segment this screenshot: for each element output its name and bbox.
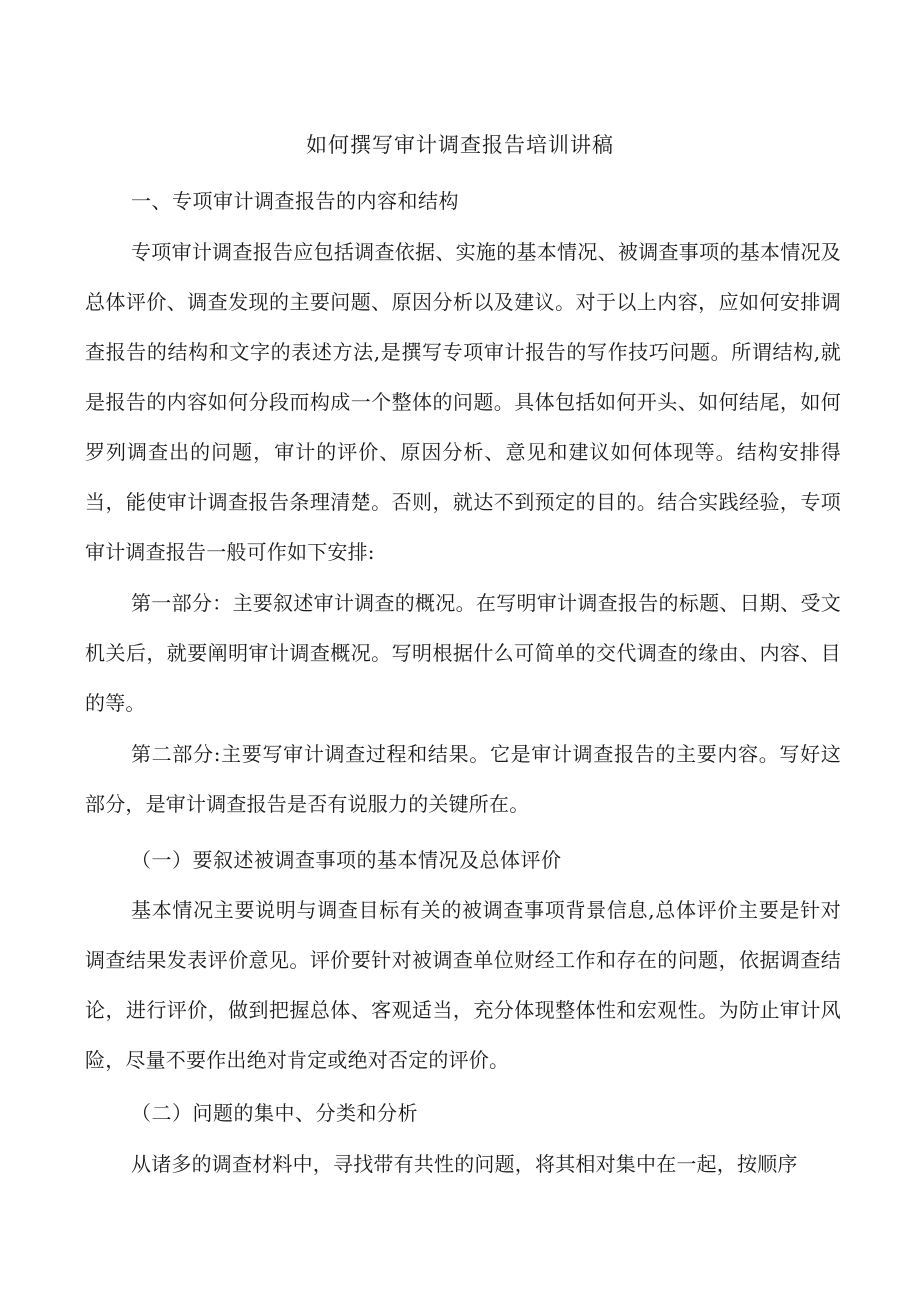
- section-heading-1: 一、专项审计调查报告的内容和结构: [131, 189, 459, 213]
- paragraph-1: 专项审计调查报告应包括调查依据、实施的基本情况、被调查事项的基本情况及总体评价、调查发现的主要问题、原因分析以及建议。对于以上内容，应如何安排调查报告的结构和文字的表述方法,是撰写专项审计报告的写作技巧问题。所谓结构,就是报告的内容如何分段而构成一个整体的问题。具体包括如何开头、如何结尾，如何罗列调查出的问题，审计的评价、原因分析、意见和建议如何体现等。结构安排得当，能使审计调查报告条理清楚。否则，就达不到预定的目的。结合实践经验，专项审计调查报告一般可作如下安排:: [85, 240, 841, 564]
- paragraph-5: 从诸多的调查材料中，寻找带有共性的问题，将其相对集中在一起，按顺序: [131, 1152, 798, 1176]
- subsection-heading-1: （一）要叙述被调查事项的基本情况及总体评价: [131, 848, 562, 872]
- paragraph-3: 第二部分:主要写审计调查过程和结果。它是审计调查报告的主要内容。写好这部分，是审计调查报告是否有说服力的关键所在。: [85, 742, 841, 816]
- document-title: 如何撰写审计调查报告培训讲稿: [306, 133, 614, 157]
- paragraph-2: 第一部分：主要叙述审计调查的概况。在写明审计调查报告的标题、日期、受文机关后，就要阐明审计调查概况。写明根据什么可简单的交代调查的缘由、内容、目的等。: [85, 591, 841, 715]
- subsection-heading-2: （二）问题的集中、分类和分析: [131, 1101, 418, 1125]
- paragraph-4: 基本情况主要说明与调查目标有关的被调查事项背景信息,总体评价主要是针对调查结果发表评价意见。评价要针对被调查单位财经工作和存在的问题，依据调查结论，进行评价，做到把握总体、客观适当，充分体现整体性和宏观性。为防止审计风险，尽量不要作出绝对肯定或绝对否定的评价。: [85, 898, 841, 1072]
